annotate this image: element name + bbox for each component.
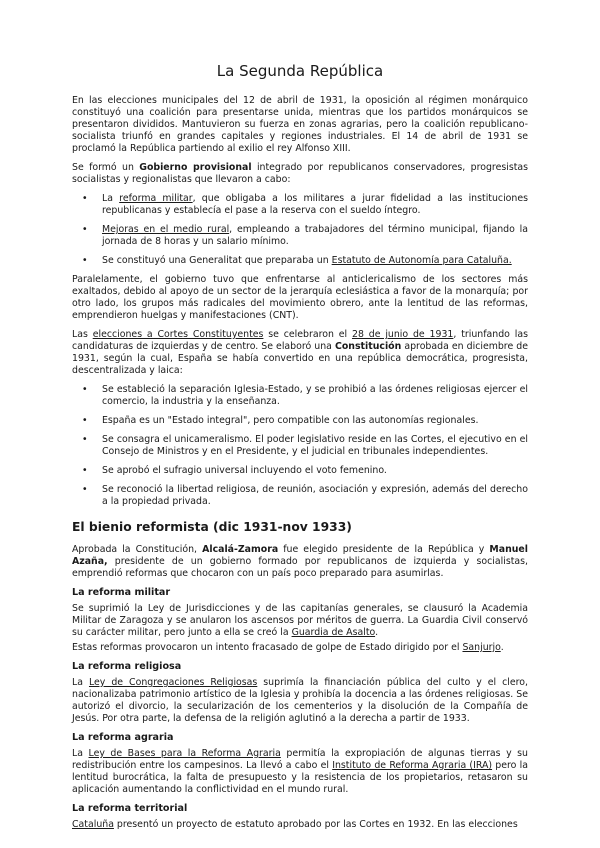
cataluna-link[interactable]: Cataluña (72, 819, 114, 830)
manuel-azana-term: Manuel Azaña, (72, 544, 528, 567)
list-item: • Se consagra el unicameralismo. El poder legislativo reside en las Cortes, el ejecutivo en el Consejo de Ministros y en el Presidente, y el judicial en tribunales independientes. (102, 434, 528, 458)
estatuto-autonomia-link[interactable]: Estatuto de Autonomía para Cataluña. (331, 255, 512, 266)
reforma-agraria-paragraph: La Ley de Bases para la Reforma Agraria permitía la expropiación de algunas tierras y su redistribución entre los campesinos. La llevó a cabo el Instituto de Reforma Agraria (IRA) pero la lentitud burocrática, la falta de presupuesto y la resistencia de los propietarios, retasaron su aplicación aumentando la conflictividad en el mundo rural. (72, 748, 528, 795)
page-title: La Segunda República (216, 62, 384, 80)
sanjurjo-link[interactable]: Sanjurjo (462, 642, 501, 653)
list-item: • Se aprobó el sufragio universal incluyendo el voto femenino. (102, 465, 528, 477)
constitucion-list (72, 384, 528, 508)
bienio-heading: El bienio reformista (dic 1931-nov 1933) (72, 520, 352, 534)
gobierno-provisional-paragraph: Se formó un Gobierno provisional integrado por republicanos conservadores, progresistas socialistas y regionalistas que llevaron a cabo: (72, 162, 529, 185)
reforma-religiosa-paragraph: La Ley de Congregaciones Religiosas suprimía la financiación pública del culto y el clero, nacionalizaba patrimonio artístico de la Iglesia y prohibía la docencia a las órdenes religiosas. Se autorizó el divorcio, la secularización de los cementerios y la disolución de la Compañía de Jesús. Por otra parte, la defensa de la religión aglutinó a la derecha a partir de 1933. (72, 677, 528, 724)
bienio-paragraph: Aprobada la Constitución, Alcalá-Zamora fue elegido presidente de la República y Manuel Azaña, presidente de un gobierno formado por republicanos de izquierda y socialistas, emprendió reformas que chocaron con un país poco preparado para asumirlas. (72, 544, 528, 579)
alcala-zamora-term: Alcalá-Zamora (202, 544, 279, 555)
reforma-militar-heading: La reforma militar (72, 587, 171, 598)
list-item: • Mejoras en el medio rural, empleando a trabajadores del término municipal, fijando la jornada de 8 horas y un salario mínimo. (102, 224, 528, 248)
reforma-religiosa-heading: La reforma religiosa (72, 661, 182, 672)
cortes-constituyentes-paragraph: Las elecciones a Cortes Constituyentes se celebraron el 28 de junio de 1931, triunfando las candidaturas de izquierdas y de centro. Se elaboró una Constitución aprobada en diciembre de 1931, según la cual, España se había convertido en una república democrática, progresista, descentralizada y laica: (72, 329, 528, 376)
reforma-militar-link[interactable]: reforma militar (119, 193, 193, 204)
elecciones-cortes-link[interactable]: elecciones a Cortes Constituyentes (92, 329, 264, 340)
list-item: • Se estableció la separación Iglesia-Estado, y se prohibió a las órdenes religiosas ejercer el comercio, la industria y la enseñanza. (102, 384, 528, 408)
intro-paragraph: En las elecciones municipales del 12 de abril de 1931, la oposición al régimen monárquico constituyó una coalición para presentarse unida, mientras que los partidos monárquicos se presentaron divididos. Mantuvieron su fuerza en zonas agrarias, pero la coalición republicano-socialista triunfó en grandes capitales y regiones industriales. El 14 de abril de 1931 se proclamó la República partiendo al exilio el rey Alfonso XIII. (72, 95, 528, 154)
guardia-asalto-link[interactable]: Guardia de Asalto (291, 627, 376, 638)
reforma-militar-paragraph: Se suprimió la Ley de Jurisdicciones y de las capitanías generales, se clausuró la Academia Militar de Zaragoza y se anularon los ascensos por méritos de guerra. La Guardia Civil conservó su carácter militar, pero junto a ella se creó la Guardia de Asalto. (72, 603, 528, 638)
list-item: • Se constituyó una Generalitat que preparaba un Estatuto de Autonomía para Cataluña. (102, 255, 528, 267)
reforma-territorial-paragraph: Cataluña presentó un proyecto de estatuto aprobado por las Cortes en 1932. En las elecciones (72, 819, 518, 830)
ley-bases-reforma-agraria-link[interactable]: Ley de Bases para la Reforma Agraria (88, 748, 281, 759)
mejoras-medio-rural-link[interactable]: Mejoras en el medio rural (102, 224, 230, 235)
golpe-estado-paragraph: Estas reformas provocaron un intento fracasado de golpe de Estado dirigido por el Sanjurjo. (72, 642, 504, 653)
gobierno-provisional-list (72, 193, 528, 267)
reforma-agraria-heading: La reforma agraria (72, 732, 174, 743)
constitucion-term: Constitución (334, 341, 402, 352)
list-item: • Se reconoció la libertad religiosa, de reunión, asociación y expresión, además del derecho a la propiedad privada. (102, 484, 528, 508)
fecha-elecciones-link[interactable]: 28 de junio de 1931 (351, 329, 454, 340)
reforma-territorial-heading: La reforma territorial (72, 803, 188, 814)
gobierno-provisional-term: Gobierno provisional (139, 162, 252, 173)
list-item: • España es un "Estado integral", pero compatible con las autonomías regionales. (102, 415, 528, 427)
anticlericalismo-paragraph: Paralelamente, el gobierno tuvo que enfrentarse al anticlericalismo de los sectores más exaltados, debido al apoyo de un sector de la jerarquía eclesiástica a favor de la monarquía; por otro lado, los grupos más radicales del movimiento obrero, ante la lentitud de las reformas, emprendieron huelgas y manifestaciones (CNT). (72, 274, 528, 321)
instituto-reforma-agraria-link[interactable]: Instituto de Reforma Agraria (IRA) (332, 760, 493, 771)
ley-congregaciones-link[interactable]: Ley de Congregaciones Religiosas (88, 677, 258, 688)
list-item: • La reforma militar, que obligaba a los militares a jurar fidelidad a las instituciones republicanas y establecía el pase a la reserva con el sueldo íntegro. (102, 193, 528, 217)
